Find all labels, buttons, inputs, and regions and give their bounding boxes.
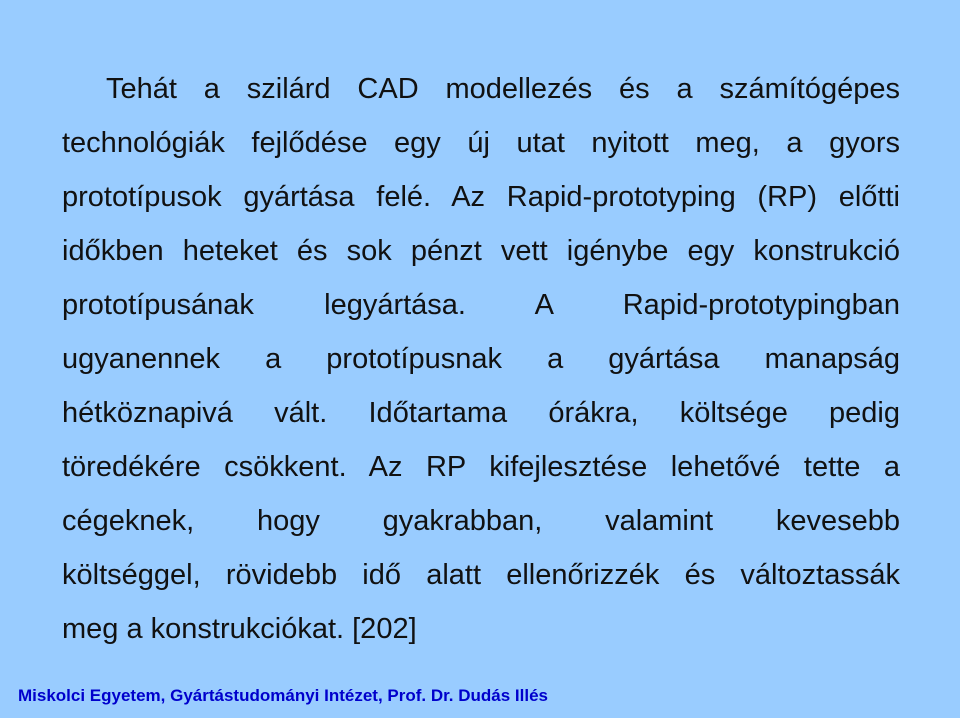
- footer-institution: Miskolci Egyetem, Gyártástudományi Intézet, Prof. Dr. Dudás Illés: [18, 686, 548, 705]
- slide-body-text: [62, 62, 900, 656]
- text-line-10: költséggel, rövidebb idő alatt ellenőrizzék és változtassák: [62, 559, 900, 591]
- text-line-7: hétköznapivá vált. Időtartama órákra, költsége pedig: [62, 397, 900, 429]
- text-line-11: meg a konstrukciókat. [202]: [62, 613, 417, 645]
- text-line-2: technológiák fejlődése egy új utat nyitott meg, a gyors: [62, 127, 900, 159]
- text-line-6: ugyanennek a prototípusnak a gyártása manapság: [62, 343, 900, 375]
- text-line-9: cégeknek, hogy gyakrabban, valamint kevesebb: [62, 505, 900, 537]
- text-line-8: töredékére csökkent. Az RP kifejlesztése lehetővé tette a: [62, 451, 900, 483]
- text-line-5: prototípusának legyártása. A Rapid-prototypingban: [62, 289, 900, 321]
- text-line-1: Tehát a szilárd CAD modellezés és a számítógépes: [106, 73, 900, 105]
- text-line-3: prototípusok gyártása felé. Az Rapid-prototyping (RP) előtti: [62, 181, 900, 213]
- text-line-4: időkben heteket és sok pénzt vett igénybe egy konstrukció: [62, 235, 900, 267]
